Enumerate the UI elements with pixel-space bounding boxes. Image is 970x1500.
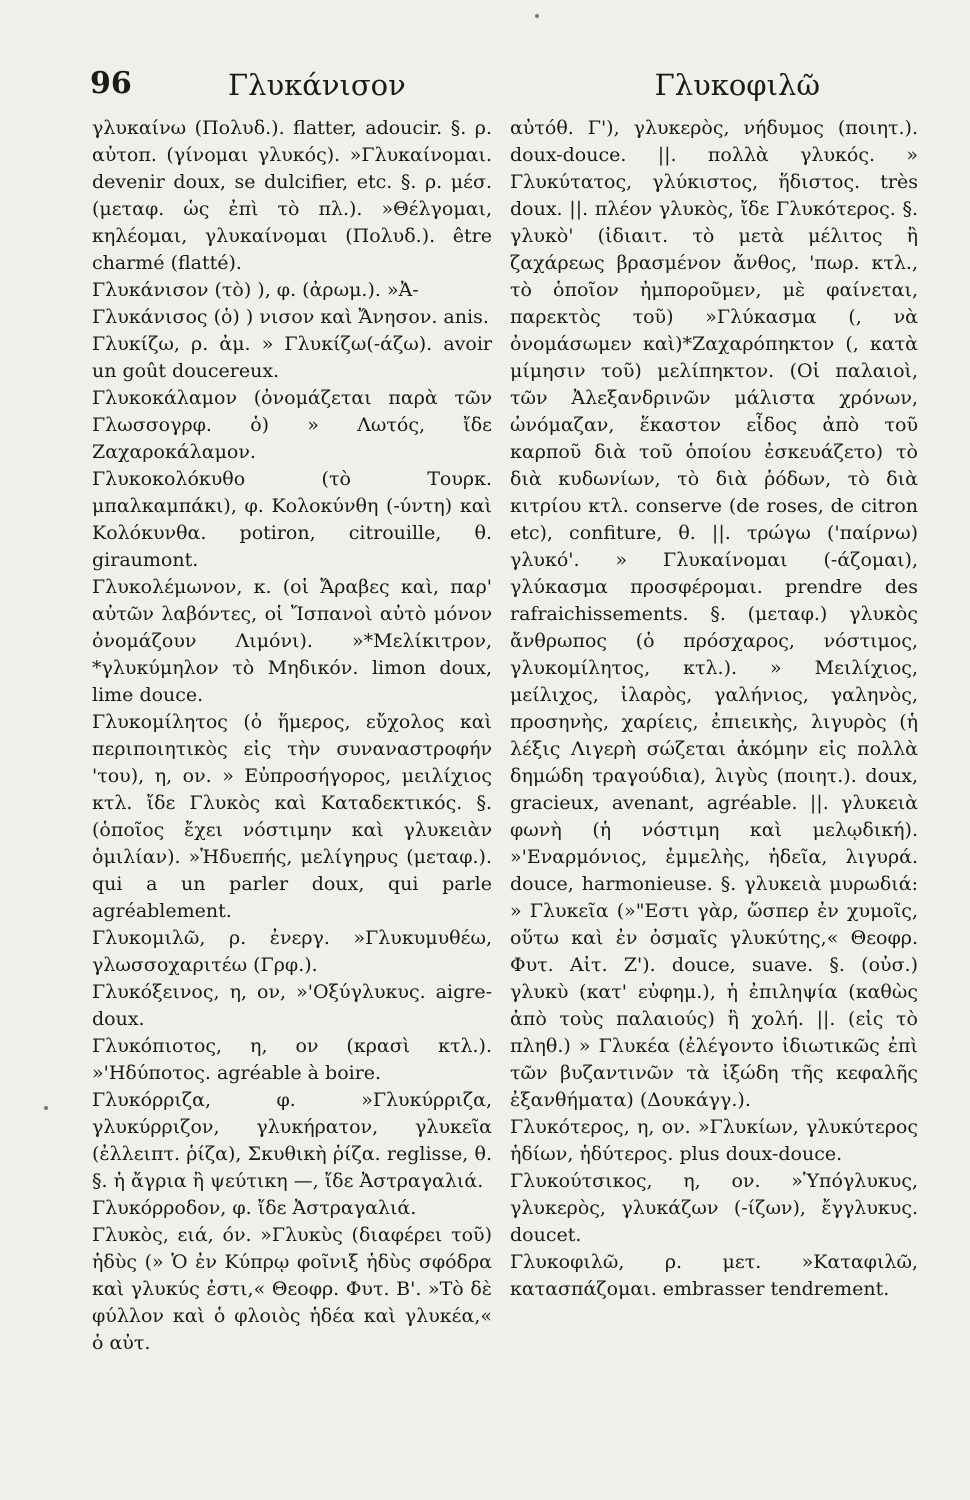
page-number: 96 [90,66,132,101]
dictionary-entry: Γλυκολέμωνον, κ. (οἱ Ἄραβες καὶ, παρ' αὐτῶν λαβόντες, οἱ Ἴσπανοὶ αὐτὸ μόνον ὀνομάζουν Λιμόνι). »*Μελίκιτρον, *γλυκύμηλον τὸ Μηδικόν. limon doux, lime douce. [92,576,499,706]
dictionary-entry: Γλυκοκολόκυθο (τὸ Τουρκ. μπαλκαμπάκι), φ. Κολοκύνθη (-ύντη) καὶ Κολόκυνθα. potiron, citrouille, θ. giraumont. [92,468,499,571]
dictionary-entry: Γλυκόπιοτος, η, ον (κρασὶ κτλ.). »'Ηδύποτος. agréable à boire. [92,1035,499,1084]
paper-speck [44,1106,48,1110]
dictionary-entry: Γλυκόρριζα, φ. »Γλυκύρριζα, γλυκύρριζον, γλυκήρατον, γλυκεῖα (ἐλλειπτ. ῥίζα), Σκυθικὴ ῥίζα. reglisse, θ. §. ἡ ἄγρια ἢ ψεύτικη —, ἴδε Ἀστραγαλιά. [92,1089,499,1192]
dictionary-entry: γλυκαίνω (Πολυδ.). flatter, adoucir. §. ρ. αὐτοπ. (γίνομαι γλυκός). »Γλυκαίνομαι. devenir doux, se dulcifier, etc. §. ρ. μέσ. (μεταφ. ὡς ἐπὶ τὸ πλ.). »Θέλγομαι, κηλέομαι, γλυκαίνομαι (Πολυδ.). être charmé (flatté). [92,117,499,274]
dictionary-entry: Γλυκοκάλαμον (ὀνομάζεται παρὰ τῶν Γλωσσογρφ. ὁ) » Λωτός, ἴδε Ζαχαροκάλαμον. [92,387,499,463]
left-guideword: Γλυκάνισον [228,68,406,102]
right-column [510,115,925,1303]
dictionary-entry: Γλυκούτσικος, η, ον. »Ὑπόγλυκυς, γλυκερὸς, γλυκάζων (-ίζων), ἔγγλυκυς. doucet. [510,1170,925,1246]
dictionary-entry: Γλυκάνισον (τὸ) ), φ. (ἀρωμ.). »Ἀ- [92,279,419,301]
dictionary-entry: Γλυκότερος, η, ον. »Γλυκίων, γλυκύτερος ἡδίων, ἡδύτερος. plus doux-douce. [510,1116,925,1165]
dictionary-entry: Γλυκοφιλῶ, ρ. μετ. »Καταφιλῶ, κατασπάζομαι. embrasser tendrement. [510,1251,925,1300]
dictionary-entry: Γλυκομίλητος (ὁ ἥμερος, εὔχολος καὶ περιποιητικὸς εἰς τὴν συναναστροφήν 'του), η, ον. » Εὐπροσήγορος, μειλίχιος κτλ. ἴδε Γλυκὸς καὶ Καταδεκτικός. §. (ὁποῖος ἔχει νόστιμην καὶ γλυκειὰν ὁμιλίαν). »Ἡδυεπής, μελίγηρυς (μεταφ.). qui a un parler doux, qui parle agréablement. [92,711,499,922]
dictionary-entry: Γλυκόρροδον, φ. ἴδε Ἀστραγαλιά. [92,1197,417,1219]
dictionary-entry: Γλυκίζω, ρ. ἀμ. » Γλυκίζω(-άζω). avoir un goût doucereux. [92,333,499,382]
dictionary-entry: Γλυκὸς, ειά, όν. »Γλυκὺς (διαφέρει τοῦ) ἡδὺς (» Ὁ ἐν Κύπρῳ φοῖνιξ ἡδὺς σφόδρα καὶ γλυκύς ἐστι,« Θεοφρ. Φυτ. Β'. »Τὸ δὲ φύλλον καὶ ὁ φλοιὸς ἡδέα καὶ γλυκέα,« ὁ αὐτ. [92,1224,499,1354]
dictionary-entry: Γλυκομιλῶ, ρ. ἐνεργ. »Γλυκυμυθέω, γλωσσοχαριτέω (Γρφ.). [92,927,499,976]
dictionary-entry: Γλυκάνισος (ὁ) ) νισον καὶ Ἄνησον. anis. [92,306,489,328]
right-guideword: Γλυκοφιλῶ [654,68,820,102]
running-header [90,66,820,106]
dictionary-entry: Γλυκόξεινος, η, ον, »'Οξύγλυκυς. aigre-doux. [92,981,492,1030]
paper-speck [535,14,539,18]
left-column [92,115,499,1357]
dictionary-entry: αὐτόθ. Γ'), γλυκερὸς, νήδυμος (ποιητ.). doux-douce. ||. πολλὰ γλυκός. » Γλυκύτατος, γλύκιστος, ἥδιστος. très doux. ||. πλέον γλυκὸς, ἴδε Γλυκότερος. §. γλυκὸ' (ἰδιαιτ. τὸ μετὰ μέλιτος ἢ ζαχάρεως βρασμένον ἄνθος, 'πωρ. κτλ., τὸ ὁποῖον ἠμποροῦμεν, μὲ φαίνεται, παρεκτὸς τοῦ) »Γλύκασμα (, νὰ ὀνομάσωμεν καὶ)*Ζαχαρόπηκτον (, κατὰ μίμησιν τοῦ) μελίπηκτον. (Οἱ παλαιοὶ, τῶν Ἀλεξανδρινῶν μάλιστα χρόνων, ὠνόμαζαν, ἕκαστον εἶδος ἀπὸ τοῦ καρποῦ διὰ τοῦ ὁποίου ἐσκευάζετο) τὸ διὰ κυδωνίων, τὸ διὰ ῥόδων, τὸ διὰ κιτρίου κτλ. conserve (de roses, de citron etc), confiture, θ. ||. τρώγω ('παίρνω) γλυκό'. » Γλυκαίνομαι (-άζομαι), γλύκασμα προσφέρομαι. prendre des rafraichissements. §. (μεταφ.) γλυκὸς ἄνθρωπος (ὁ πρόσχαρος, νόστιμος, γλυκομίλητος, κτλ.). » Μειλίχιος, μείλιχος, ἱλαρὸς, γαλήνιος, γαληνὸς, προσηνὴς, χαρίεις, ἐπιεικὴς, λιγυρὸς (ἡ λέξις Λιγερὴ σώζεται ἀκόμην εἰς πολλὰ δημώδη τραγούδια), λιγὺς (ποιητ.). doux, gracieux, avenant, agréable. ||. γλυκειὰ φωνὴ (ἡ νόστιμη καὶ μελῳδική). »'Εναρμόνιος, ἐμμελὴς, ἡδεῖα, λιγυρά. douce, harmonieuse. §. γλυκειὰ μυρωδιά: » Γλυκεῖα (»"Εστι γὰρ, ὥσπερ ἐν χυμοῖς, οὕτω καὶ ἐν ὀσμαῖς γλυκύτης,« Θεοφρ. Φυτ. Αἰτ. Ζ'). douce, suave. §. (οὐσ.) γλυκὺ (κατ' εὐφημ.), ἡ ἐπιληψία (καθὼς ἀπὸ τοὺς παλαιούς) ἢ χολή. ||. (εἰς τὸ πληθ.) » Γλυκέα (ἐλέγοντο ἰδιωτικῶς ἐπὶ τῶν βυζαντινῶν τὰ ἰξώδη τῆς κεφαλῆς ἐξανθήματα) (Δουκάγγ.). [510,117,925,1111]
